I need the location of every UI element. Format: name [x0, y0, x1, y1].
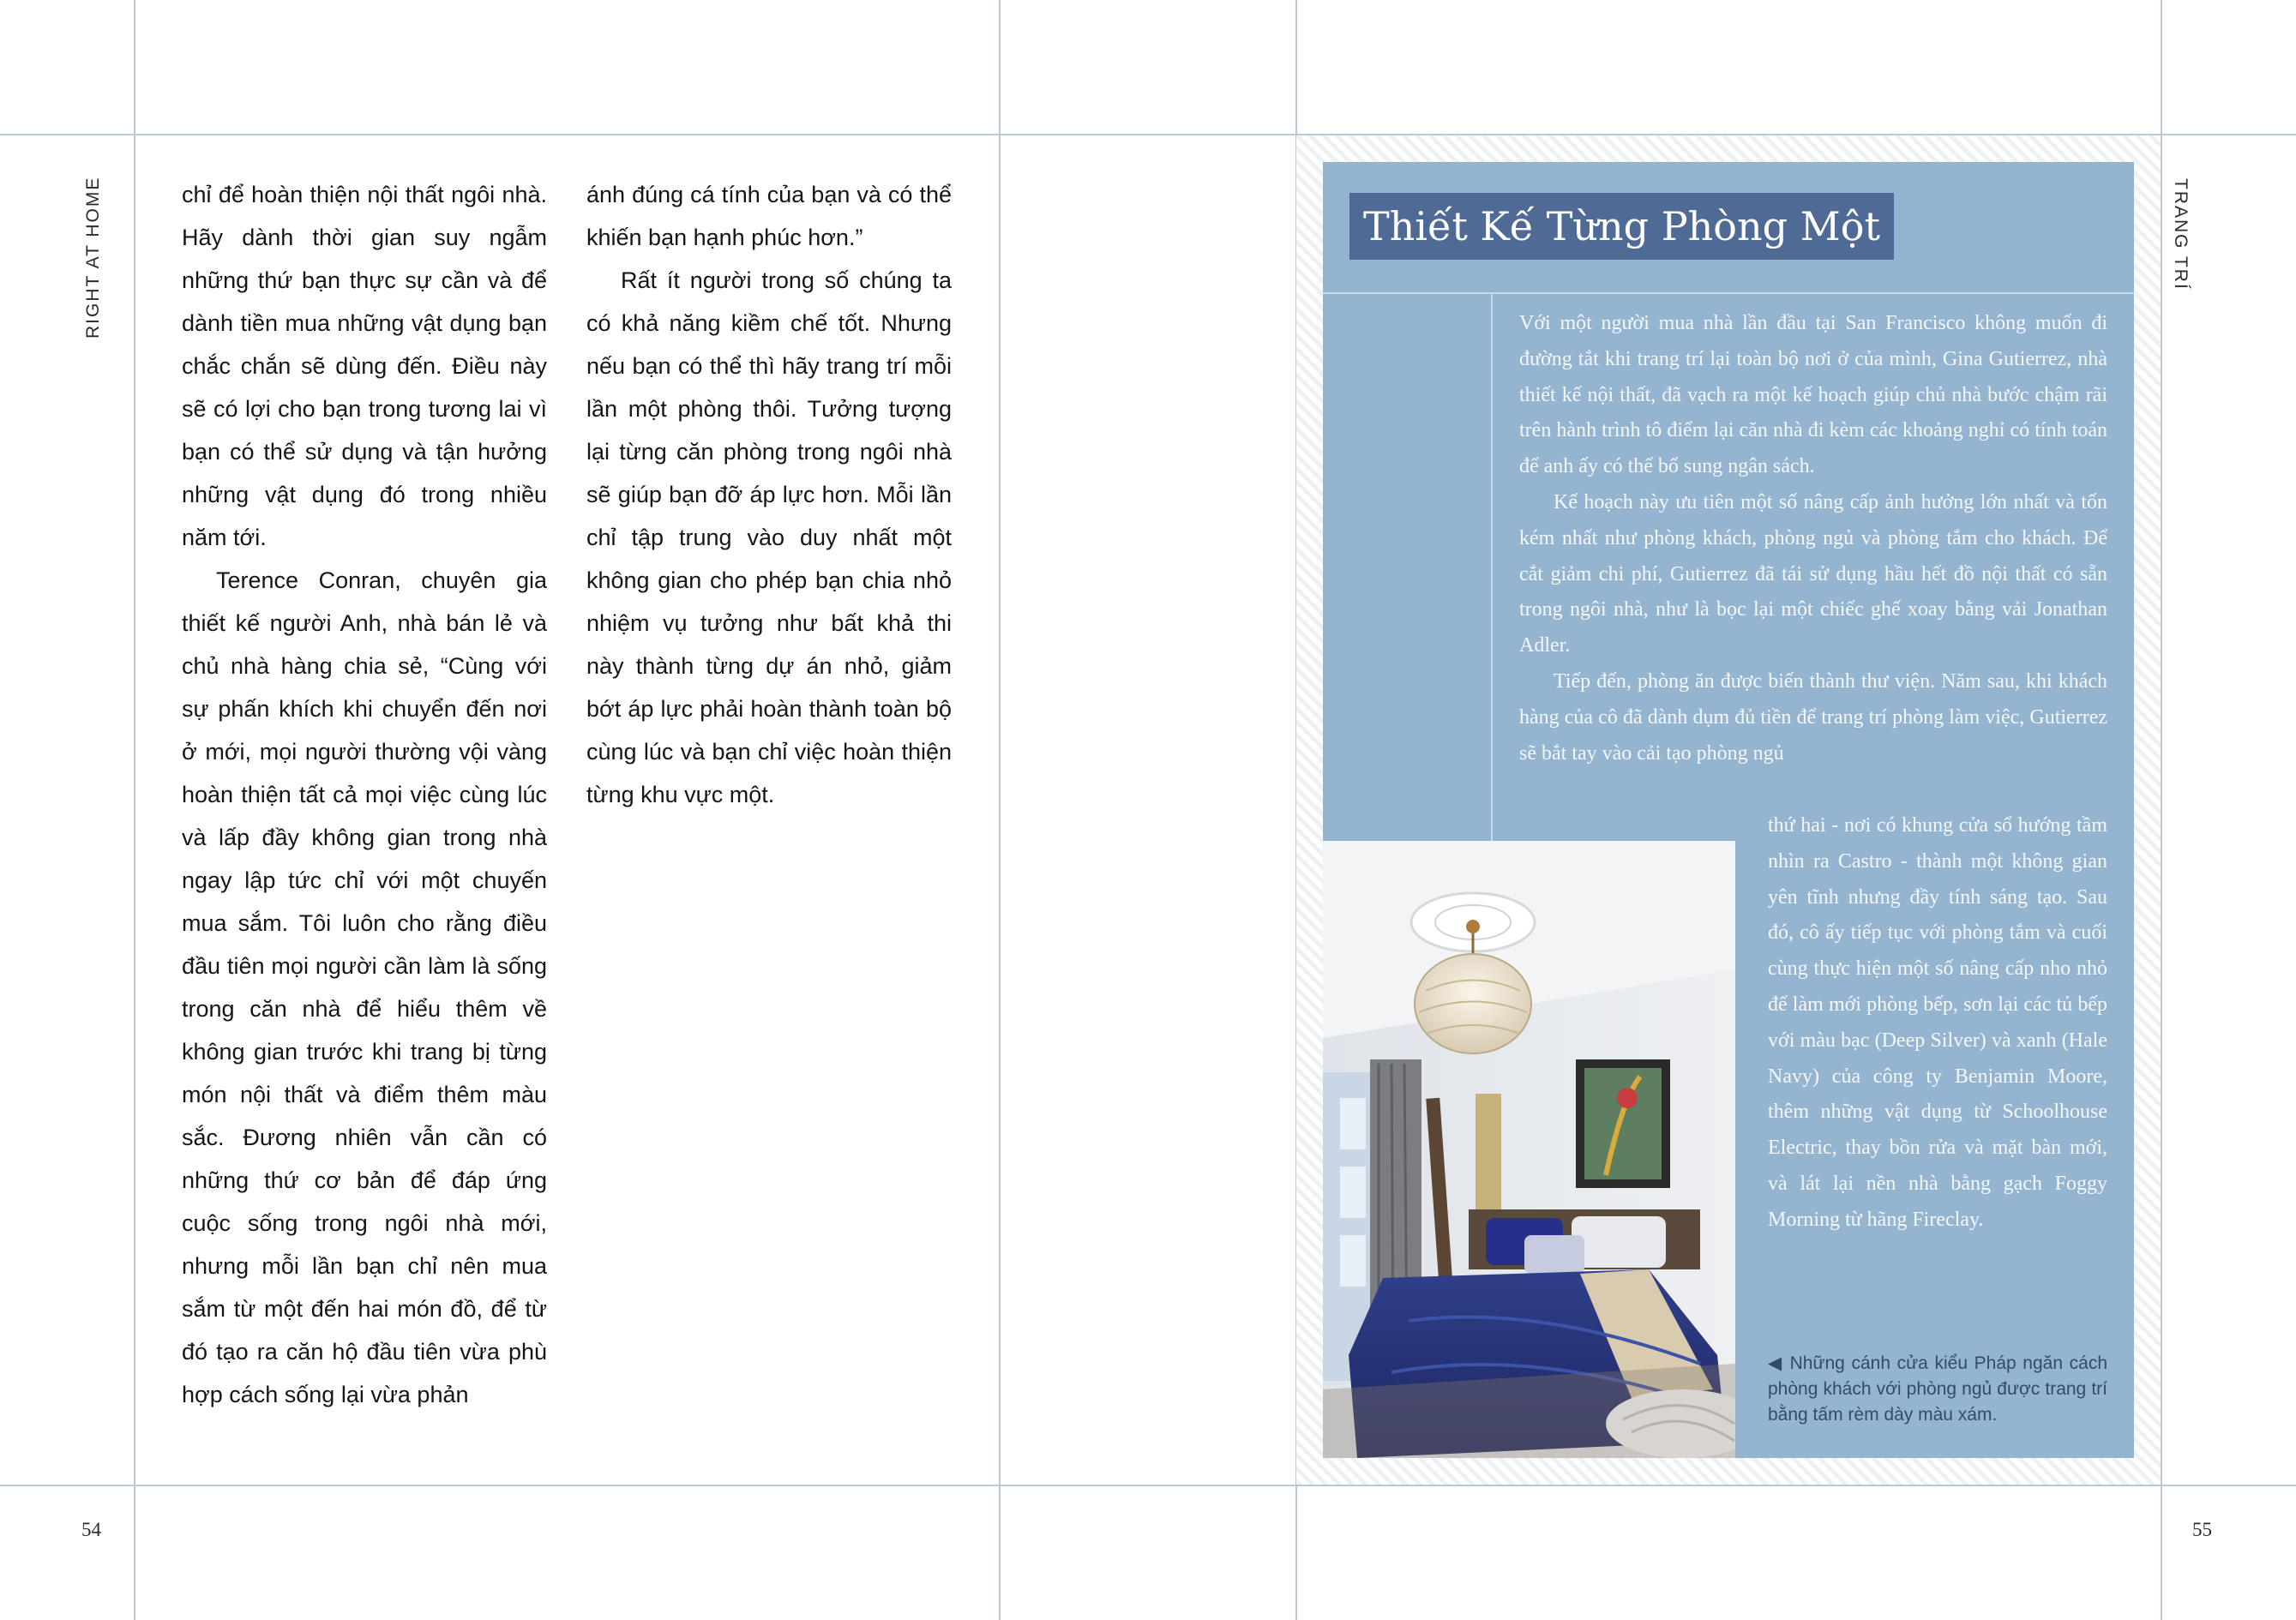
sidebar-paragraph: Kế hoạch này ưu tiên một số nâng cấp ảnh hưởng lớn nhất và tốn kém nhất như phòng khách, phòng ngủ và phòng tắm cho khách. Để cắt giảm chi phí, Gutierrez đã tái sử dụng hầu hết đồ nội thất có sẵn trong ngôi nhà, như là bọc lại một chiếc ghế xoay bằng vải Jonathan Adler. — [1519, 490, 2107, 657]
sidebar-text-top — [1519, 306, 2107, 771]
body-paragraph: chỉ để hoàn thiện nội thất ngôi nhà. Hãy dành thời gian suy ngẫm những thứ bạn thực sự cần và để dành tiền mua những vật dụng bạn chắc chắn sẽ dùng đến. Điều này sẽ có lợi cho bạn trong tương lai vì bạn có thể sử dụng và tận hưởng những vật dụng đó trong nhiều năm tới. — [182, 182, 547, 550]
bedroom-photo — [1323, 841, 1735, 1458]
caption-arrow-icon: ◀ — [1768, 1353, 1783, 1373]
sidebar-text-bottom — [1768, 808, 2107, 1239]
body-paragraph: Rất ít người trong số chúng ta có khả năng kiềm chế tốt. Nhưng nếu bạn có thể thì hãy trang trí mỗi lần một phòng thôi. Tưởng tượng lại từng căn phòng trong ngôi nhà sẽ giúp bạn đỡ áp lực hơn. Mỗi lần chỉ tập trung vào duy nhất một không gian cho phép bạn chia nhỏ nhiệm vụ tưởng như bất khả thi này thành từng dự án nhỏ, giảm bớt áp lực phải hoàn thành toàn bộ cùng lúc và bạn chỉ việc hoàn thiện từng khu vực một. — [586, 267, 952, 807]
running-head-left: RIGHT AT HOME — [83, 176, 103, 339]
grid-line — [134, 0, 135, 1620]
caption-text: Những cánh cửa kiểu Pháp ngăn cách phòng khách với phòng ngủ được trang trí bằng tấm rèm dày màu xám. — [1768, 1353, 2107, 1425]
sidebar-paragraph: thứ hai - nơi có khung cửa sổ hướng tầm nhìn ra Castro - thành một không gian yên tĩnh nhưng đầy tính sáng tạo. Sau đó, cô ấy tiếp tục với phòng tắm và cuối cùng thực hiện một số nâng cấp nho nhỏ để làm mới phòng bếp, sơn lại các tủ bếp với màu bạc (Deep Silver) và xanh (Hale Navy) của công ty Benjamin Moore, thêm những vật dụng từ Schoolhouse Electric, thay bồn rửa và mặt bàn mới, và lát lại nền nhà bằng gạch Foggy Morning từ hãng Fireclay. — [1768, 814, 2107, 1231]
photo-caption — [1768, 1351, 2107, 1428]
body-paragraph: ánh đúng cá tính của bạn và có thể khiến bạn hạnh phúc hơn.” — [586, 182, 952, 250]
page-number-left: 54 — [81, 1519, 101, 1540]
sidebar-title: Thiết Kế Từng Phòng Một — [1349, 193, 1894, 260]
sidebar-divider — [1323, 292, 2134, 294]
body-paragraph: Terence Conran, chuyên gia thiết kế người Anh, nhà bán lẻ và chủ nhà hàng chia sẻ, “Cùng với sự phấn khích khi chuyển đến nơi ở mới, mọi người thường vội vàng hoàn thiện tất cả mọi việc cùng lúc và lấp đầy không gian trong nhà ngay lập tức chỉ với một chuyến mua sắm. Tôi luôn cho rằng điều đầu tiên mọi người cần làm là sống trong căn nhà để hiểu thêm về không gian trước khi trang bị từng món nội thất và điểm thêm màu sắc. Đương nhiên vẫn cần có những thứ cơ bản để đáp ứng cuộc sống trong ngôi nhà mới, nhưng mỗi lần bạn chỉ nên mua sắm từ một đến hai món đồ, để từ đó tạo ra căn hộ đầu tiên vừa phù hợp cách sống lại vừa phản — [182, 567, 547, 1407]
body-column-1 — [182, 173, 547, 1416]
grid-line — [999, 0, 1001, 1620]
running-head-right: TRANG TRÍ — [2171, 178, 2191, 291]
page-number-right: 55 — [2192, 1519, 2212, 1540]
sidebar-paragraph: Với một người mua nhà lần đầu tại San Francisco không muốn đi đường tắt khi trang trí lại toàn bộ nơi ở của mình, Gina Gutierrez, nhà thiết kế nội thất, đã vạch ra một kế hoạch giúp chủ nhà bước chậm rãi trên hành trình tô điểm lại căn nhà đi kèm các khoảng nghỉ có tính toán để anh ấy có thể bổ sung ngân sách. — [1519, 312, 2107, 478]
sidebar-divider — [1491, 292, 1493, 841]
grid-line — [0, 1485, 2296, 1486]
body-column-2 — [586, 173, 952, 816]
grid-line — [2161, 0, 2162, 1620]
sidebar-paragraph: Tiếp đến, phòng ăn được biến thành thư viện. Năm sau, khi khách hàng của cô đã dành dụm đủ tiền để trang trí phòng làm việc, Gutierrez sẽ bắt tay vào cải tạo phòng ngủ — [1519, 669, 2107, 765]
